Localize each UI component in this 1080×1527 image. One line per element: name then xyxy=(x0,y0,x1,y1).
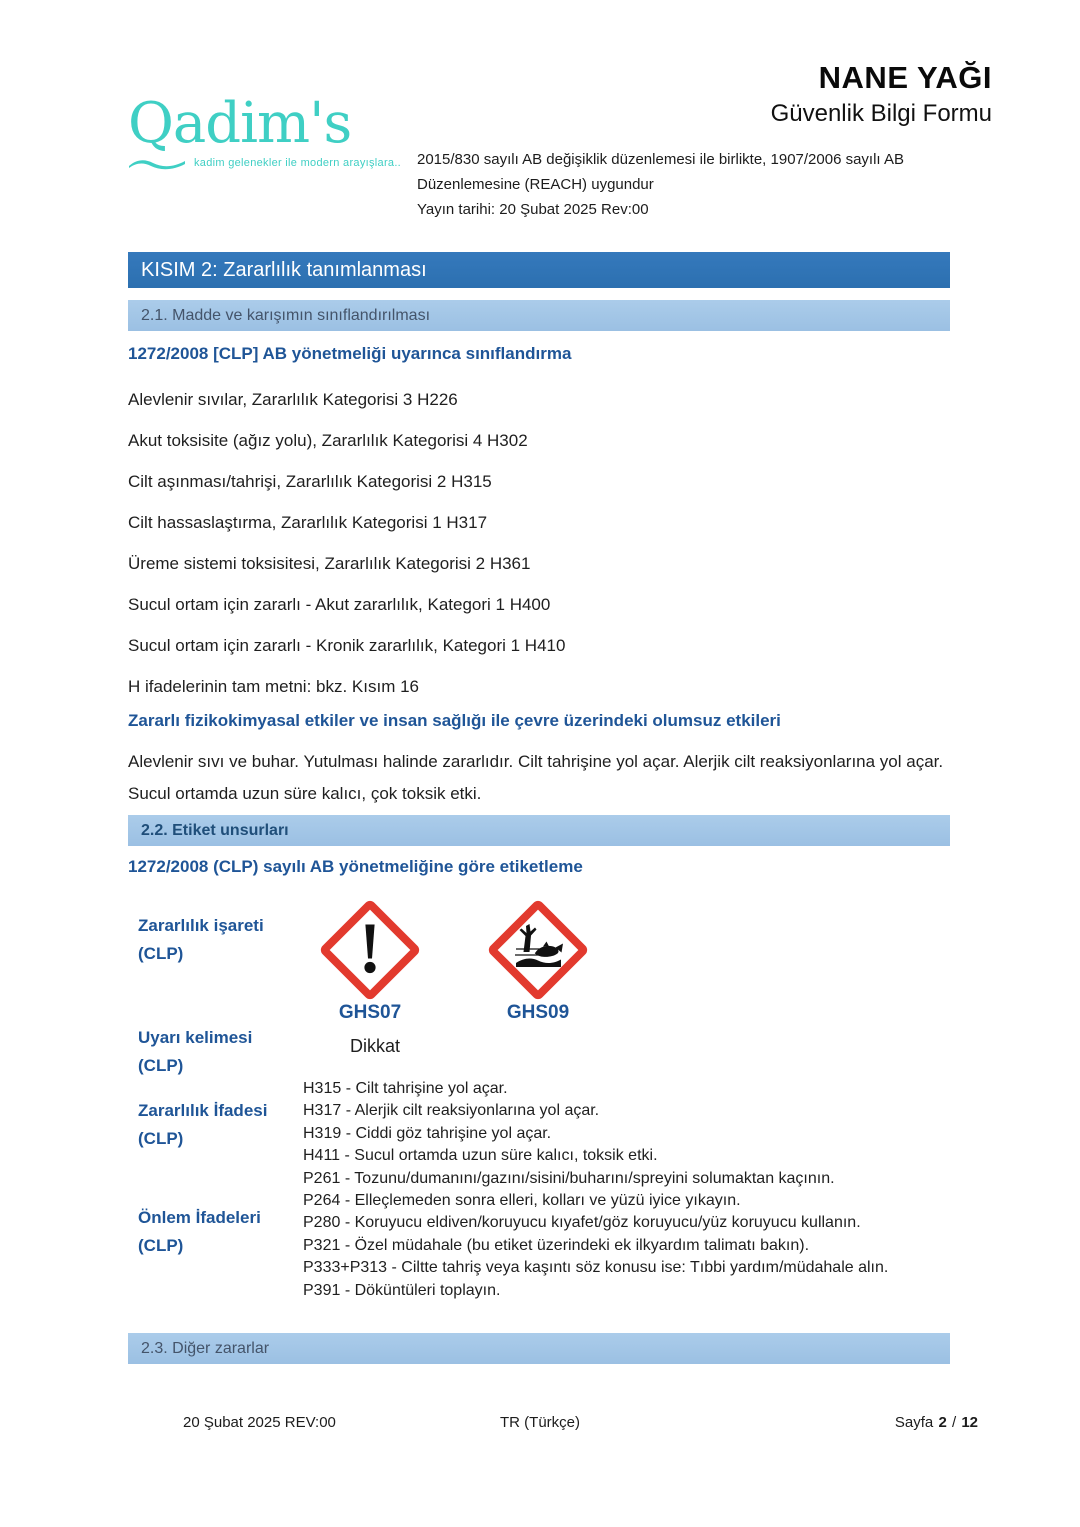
statement-item: P280 - Koruyucu eldiven/koruyucu kıyafet/göz koruyucu/yüz koruyucu kullanın. xyxy=(303,1214,861,1232)
section-2-header: KISIM 2: Zararlılık tanımlanması xyxy=(128,252,950,288)
brand-tagline: kadim gelenekler ile modern arayışlara.. xyxy=(194,157,402,169)
regulation-line1: 2015/830 sayılı AB değişiklik düzenlemesi ile birlikte, 1907/2006 sayılı AB xyxy=(417,151,904,168)
regulation-line2: Düzenlemesine (REACH) uygundur xyxy=(417,176,654,193)
ghs07-pictogram xyxy=(320,900,420,1024)
signal-word-field-label: Uyarı kelimesi (CLP) xyxy=(138,1028,253,1075)
subsection-2-1-header: 2.1. Madde ve karışımın sınıflandırılması xyxy=(128,300,950,331)
issue-date-line: Yayın tarihi: 20 Şubat 2025 Rev:00 xyxy=(417,201,649,218)
section-2 xyxy=(128,252,950,1382)
statement-item: H411 - Sucul ortamda uzun süre kalıcı, toksik etki. xyxy=(303,1147,658,1165)
hazard-statements-field-label: Zararlılık İfadesi (CLP) xyxy=(138,1101,268,1148)
clp-labeling-heading: 1272/2008 (CLP) sayılı AB yönetmeliğine göre etiketleme xyxy=(128,857,583,876)
wave-icon xyxy=(128,156,186,170)
classification-item: H ifadelerinin tam metni: bkz. Kısım 16 xyxy=(128,677,420,696)
classification-item: Alevlenir sıvılar, Zararlılık Kategorisi 3 H226 xyxy=(128,390,458,409)
footer-page-number: Sayfa 2 / 12 xyxy=(894,1414,978,1431)
environment-hazard-icon xyxy=(488,900,588,1000)
statement-item: H319 - Ciddi göz tahrişine yol açar. xyxy=(303,1124,552,1142)
footer-language: TR (Türkçe) xyxy=(500,1414,580,1431)
ghs09-pictogram xyxy=(488,900,588,1024)
regulation-block xyxy=(417,147,962,222)
classification-item: Üreme sistemi toksisitesi, Zararlılık Kategorisi 2 H361 xyxy=(128,554,531,573)
ghs09-caption: GHS09 xyxy=(506,1002,570,1023)
classification-list xyxy=(128,379,565,707)
statement-item: H315 - Cilt tahrişine yol açar. xyxy=(303,1080,508,1097)
page-footer xyxy=(0,1414,1080,1436)
classification-item: Cilt hassaslaştırma, Zararlılık Kategorisi 1 H317 xyxy=(128,513,488,532)
classification-item: Sucul ortam için zararlı - Kronik zararlılık, Kategori 1 H410 xyxy=(128,636,566,655)
exclamation-mark-icon xyxy=(320,900,420,1000)
statement-item: P261 - Tozunu/dumanını/gazını/sisini/buharını/spreyini solumaktan kaçının. xyxy=(303,1169,835,1187)
statement-item: P391 - Döküntüleri toplayın. xyxy=(303,1281,501,1299)
classification-item: Akut toksisite (ağız yolu), Zararlılık Kategorisi 4 H302 xyxy=(128,431,528,450)
statement-item: P264 - Elleçlemeden sonra elleri, kolları ve yüzü iyice yıkayın. xyxy=(303,1192,741,1210)
footer-revision: 20 Şubat 2025 REV:00 xyxy=(183,1414,336,1431)
company-logo xyxy=(128,91,408,170)
product-title: NANE YAĞI xyxy=(818,60,992,95)
precautionary-statements-field-label: Önlem İfadeleri (CLP) xyxy=(138,1208,261,1255)
classification-item: Cilt aşınması/tahrişi, Zararlılık Kategorisi 2 H315 xyxy=(128,472,492,491)
brand-name: Qadim's xyxy=(128,91,352,156)
statement-item: P333+P313 - Ciltte tahriş veya kaşıntı söz konusu ise: Tıbbi yardım/müdahale alın. xyxy=(303,1259,889,1277)
subsection-2-3-header: 2.3. Diğer zararlar xyxy=(128,1333,950,1364)
document-type: Güvenlik Bilgi Formu xyxy=(770,100,992,127)
classification-item: Sucul ortam için zararlı - Akut zararlılık, Kategori 1 H400 xyxy=(128,595,551,614)
pictogram-field-label: Zararlılık işareti (CLP) xyxy=(138,916,264,963)
subsection-2-2-header: 2.2. Etiket unsurları xyxy=(128,815,950,846)
statement-item: H317 - Alerjik cilt reaksiyonlarına yol açar. xyxy=(303,1102,600,1120)
signal-word: Dikkat xyxy=(350,1036,401,1056)
adverse-effects-text: Alevlenir sıvı ve buhar. Yutulması halinde zararlıdır. Cilt tahrişine yol açar. Alerjik cilt reaksiyonlarına yol açar. Sucul ortamda uzun süre kalıcı, çok toksik etki. xyxy=(128,752,944,803)
adverse-effects-heading: Zararlı fizikokimyasal etkiler ve insan sağlığı ile çevre üzerindeki olumsuz etkileri xyxy=(128,711,781,730)
document-title-block xyxy=(771,60,992,128)
statement-item: P321 - Özel müdahale (bu etiket üzerindeki ek ilkyardım talimatı bakın). xyxy=(303,1236,810,1254)
clp-classification-heading: 1272/2008 [CLP] AB yönetmeliği uyarınca sınıflandırma xyxy=(128,344,572,363)
ghs07-caption: GHS07 xyxy=(338,1002,402,1023)
statements-list xyxy=(303,1078,963,1302)
